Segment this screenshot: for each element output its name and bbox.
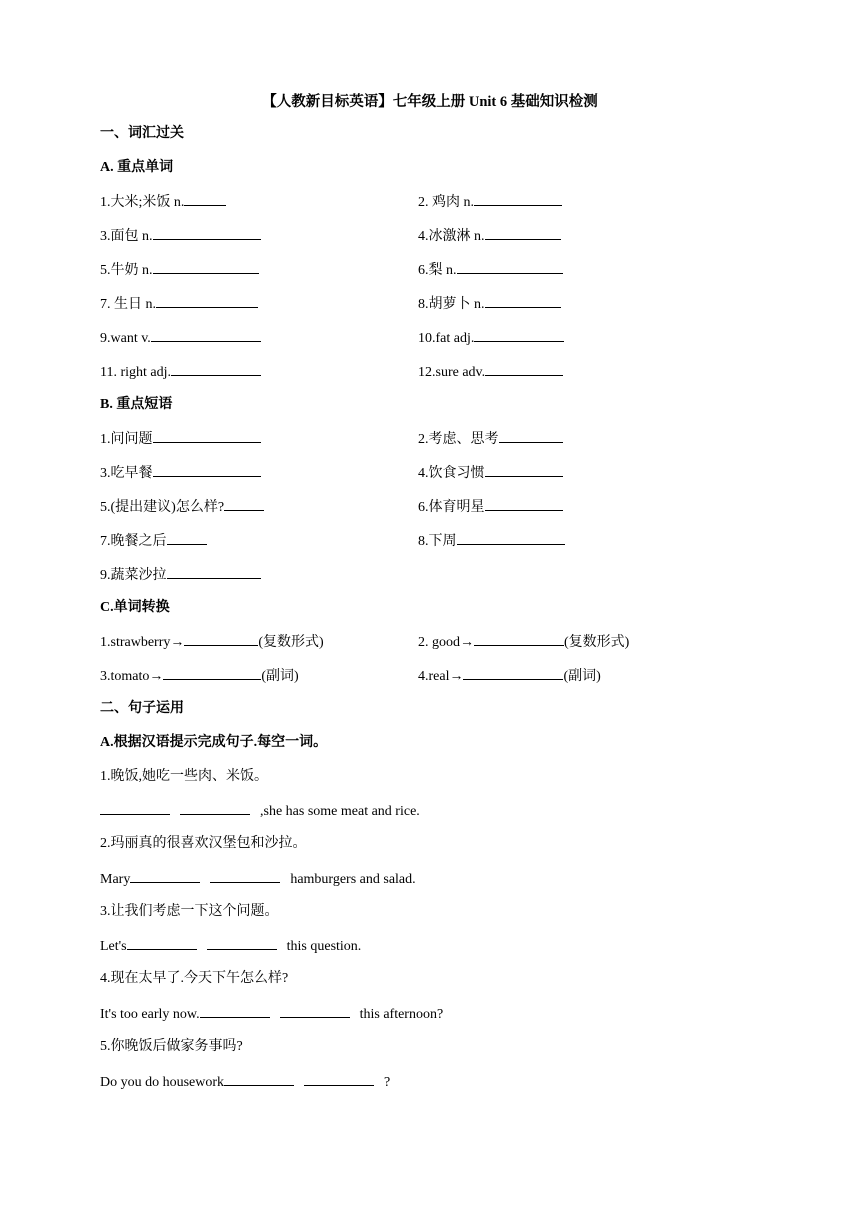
answer-blank[interactable]	[153, 260, 259, 274]
section-b-heading: B. 重点短语	[100, 397, 173, 412]
answer-blank[interactable]	[485, 226, 561, 240]
word-item: 7. 生日 n.	[100, 297, 156, 312]
answer-blank[interactable]	[180, 801, 250, 815]
phrase-item: 7.晚餐之后	[100, 534, 167, 549]
answer-blank[interactable]	[200, 1004, 270, 1018]
answer-blank[interactable]	[224, 1072, 294, 1086]
answer-blank[interactable]	[100, 801, 170, 815]
conversion-row	[100, 666, 760, 684]
conversion-word: 2. good→	[418, 635, 474, 650]
answer-blank[interactable]	[171, 362, 261, 376]
answer-blank[interactable]	[474, 632, 564, 646]
document-title: 【人教新目标英语】七年级上册 Unit 6 基础知识检测	[262, 94, 598, 110]
phrase-row	[100, 429, 760, 447]
section-a-heading: A. 重点单词	[100, 160, 174, 175]
word-item: 9.want v.	[100, 331, 151, 346]
answer-blank[interactable]	[499, 429, 563, 443]
part1-heading: 一、词汇过关	[100, 126, 184, 141]
conversion-word: 1.strawberry→	[100, 635, 185, 650]
answer-blank[interactable]	[485, 294, 561, 308]
phrase-item: 6.体育明星	[418, 500, 485, 515]
answer-blank[interactable]	[127, 936, 197, 950]
answer-blank[interactable]	[457, 260, 563, 274]
part2-heading: 二、句子运用	[100, 701, 184, 716]
sentence-answer-line	[100, 936, 361, 956]
answer-blank[interactable]	[163, 666, 261, 680]
answer-blank[interactable]	[457, 531, 565, 545]
word-item: 10.fat adj.	[418, 331, 475, 346]
sentence-post: ,she has some meat and rice.	[260, 804, 420, 819]
sentence-answer-line	[100, 1004, 443, 1024]
phrase-item: 4.饮食习惯	[418, 466, 485, 481]
answer-blank[interactable]	[485, 362, 563, 376]
sentence-pre: It's too early now.	[100, 1007, 200, 1022]
phrase-item: 2.考虑、思考	[418, 432, 499, 447]
sentence-prompt: 5.你晚饭后做家务事吗?	[100, 1039, 243, 1054]
sentence-post: this afternoon?	[359, 1007, 444, 1022]
sentence-pre: Do you do housework	[100, 1075, 225, 1090]
sentence-post: hamburgers and salad.	[290, 872, 416, 887]
conversion-word: 4.real→	[418, 669, 464, 684]
answer-blank[interactable]	[463, 666, 563, 680]
sentence-prompt: 1.晚饭,她吃一些肉、米饭。	[100, 769, 268, 784]
conversion-hint: (副词)	[261, 669, 299, 684]
phrase-row	[100, 531, 760, 549]
conversion-word: 3.tomato→	[100, 669, 164, 684]
word-row	[100, 192, 760, 210]
sentence-post: ?	[384, 1075, 391, 1090]
word-item: 6.梨 n.	[418, 263, 457, 278]
answer-blank[interactable]	[485, 463, 563, 477]
conversion-row	[100, 632, 760, 650]
answer-blank[interactable]	[210, 869, 280, 883]
sentence-answer-line	[100, 869, 416, 889]
sentence-pre: Let's	[100, 939, 127, 954]
answer-blank[interactable]	[224, 497, 264, 511]
answer-blank[interactable]	[474, 192, 562, 206]
sentence-post: this question.	[286, 939, 362, 954]
phrase-item: 9.蔬菜沙拉	[100, 568, 167, 583]
sentence-answer-line	[100, 1072, 390, 1092]
sentence-answer-line	[100, 801, 420, 821]
word-item: 11. right adj.	[100, 365, 172, 380]
answer-blank[interactable]	[130, 869, 200, 883]
sentence-prompt: 2.玛丽真的很喜欢汉堡包和沙拉。	[100, 836, 307, 851]
answer-blank[interactable]	[153, 463, 261, 477]
word-row	[100, 362, 760, 380]
phrase-row	[100, 565, 760, 583]
word-item: 12.sure adv.	[418, 365, 486, 380]
answer-blank[interactable]	[474, 328, 564, 342]
word-row	[100, 260, 760, 278]
answer-blank[interactable]	[280, 1004, 350, 1018]
answer-blank[interactable]	[153, 429, 261, 443]
word-row	[100, 294, 760, 312]
word-row	[100, 226, 760, 244]
phrase-item: 8.下周	[418, 534, 457, 549]
answer-blank[interactable]	[207, 936, 277, 950]
section-c-heading: C.单词转换	[100, 600, 170, 615]
word-item: 2. 鸡肉 n.	[418, 195, 474, 210]
answer-blank[interactable]	[184, 192, 226, 206]
conversion-hint: (副词)	[563, 669, 601, 684]
phrase-row	[100, 497, 760, 515]
part2-section-a-heading: A.根据汉语提示完成句子.每空一词。	[100, 735, 328, 750]
conversion-hint: (复数形式)	[258, 635, 324, 650]
sentence-prompt: 3.让我们考虑一下这个问题。	[100, 904, 279, 919]
word-item: 8.胡萝卜 n.	[418, 297, 485, 312]
answer-blank[interactable]	[156, 294, 258, 308]
word-item: 1.大米;米饭 n.	[100, 195, 185, 210]
answer-blank[interactable]	[151, 328, 261, 342]
word-item: 4.冰激淋 n.	[418, 229, 485, 244]
phrase-row	[100, 463, 760, 481]
word-item: 3.面包 n.	[100, 229, 153, 244]
word-row	[100, 328, 760, 346]
answer-blank[interactable]	[304, 1072, 374, 1086]
answer-blank[interactable]	[485, 497, 563, 511]
answer-blank[interactable]	[184, 632, 258, 646]
phrase-item: 5.(提出建议)怎么样?	[100, 500, 225, 515]
phrase-item: 3.吃早餐	[100, 466, 153, 481]
sentence-prompt: 4.现在太早了.今天下午怎么样?	[100, 971, 289, 986]
answer-blank[interactable]	[153, 226, 261, 240]
sentence-pre: Mary	[100, 872, 131, 887]
answer-blank[interactable]	[167, 531, 207, 545]
word-item: 5.牛奶 n.	[100, 263, 153, 278]
answer-blank[interactable]	[167, 565, 261, 579]
conversion-hint: (复数形式)	[564, 635, 630, 650]
phrase-item: 1.问问题	[100, 432, 153, 447]
